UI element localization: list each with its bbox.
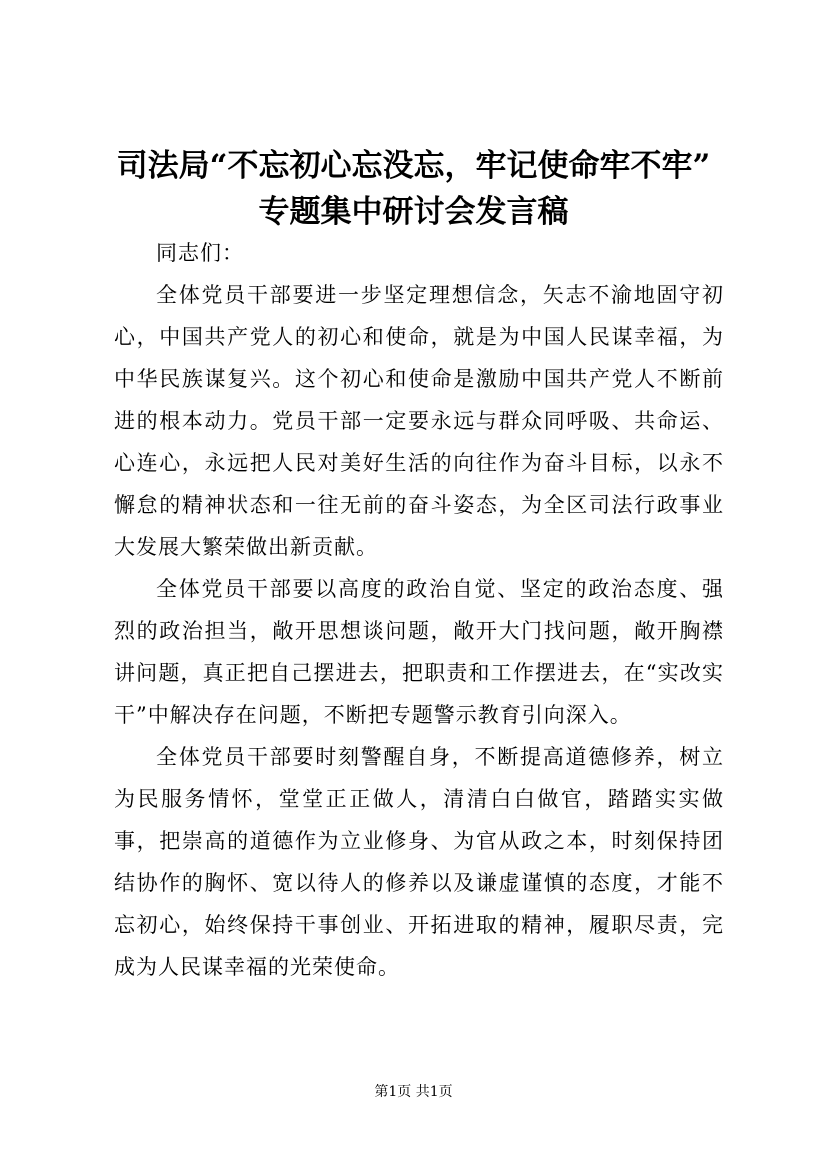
greeting: 同志们： — [156, 241, 244, 265]
page-number-footer: 第1页 共1页 — [374, 1084, 453, 1100]
document-title-line-2: 专题集中研讨会发言稿 — [258, 194, 569, 230]
paragraph-1: 全体党员干部要进一步坚定理想信念，矢志不渝地固守初心，中国共产党人的初心和使命，就是为中国人民谋幸福，为中华民族谋复兴。这个初心和使命是激励中国共产党人不断前进的根本动力。党员干部一定要永远与群众同呼吸、共命运、心连心，永远把人民对美好生活的向往作为奋斗目标，以永不懈怠的精神状态和一往无前的奋斗姿态，为全区司法行政事业大发展大繁荣做出新贡献。 — [114, 283, 724, 559]
document-title-line-1: 司法局“不忘初心忘没忘，牢记使命牢不牢” — [116, 148, 711, 184]
paragraph-2: 全体党员干部要以高度的政治自觉、坚定的政治态度、强烈的政治担当，敞开思想谈问题，敞开大门找问题，敞开胸襟讲问题，真正把自己摆进去，把职责和工作摆进去，在“实改实干”中解决存在问题，不断把专题警示教育引向深入。 — [114, 577, 724, 727]
paragraph-3: 全体党员干部要时刻警醒自身，不断提高道德修养，树立为民服务情怀，堂堂正正做人，清清白白做官，踏踏实实做事，把崇高的道德作为立业修身、为官从政之本，时刻保持团结协作的胸怀、宽以待人的修养以及谦虚谨慎的态度，才能不忘初心，始终保持干事创业、开拓进取的精神，履职尽责，完成为人民谋幸福的光荣使命。 — [114, 745, 724, 979]
document-body — [114, 232, 724, 988]
